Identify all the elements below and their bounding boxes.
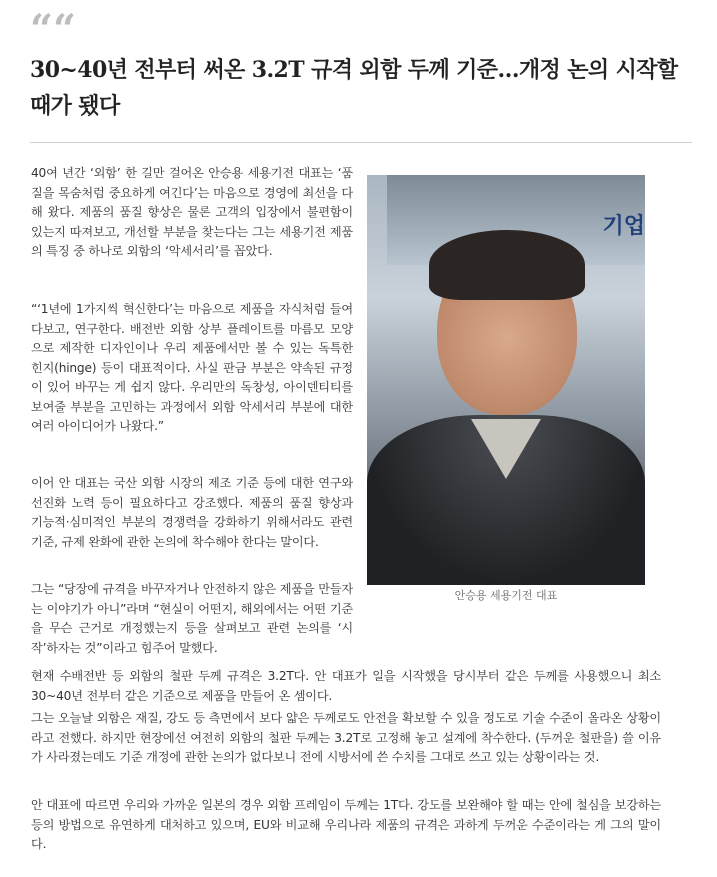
photo-caption: 안승용 세용기전 대표 <box>454 589 558 602</box>
paragraph-7: 안 대표에 따르면 우리와 가까운 일본의 경우 외함 프레임이 두께는 1T다. 강도를 보완해야 할 때는 안에 철심을 보강하는 등의 방법으로 유연하게 대처하고 있으며, EU와 비교해 우리나라 제품의 규격은 과하게 두꺼운 수준이라는 게 그의 말이다. <box>31 798 661 851</box>
paragraph-3: 이어 안 대표는 국산 외함 시장의 제조 기준 등에 대한 연구와 선진화 노력 등이 필요하다고 강조했다. 제품의 품질 향상과 기능적·심미적인 부분의 경쟁력을 강화하기 위해서라도 관련 기준, 규제 완화에 관한 논의에 착수해야 한다는 말이다. <box>31 476 353 549</box>
paragraph-5: 현재 수배전반 등 외함의 철판 두께 규격은 3.2T다. 안 대표가 일을 시작했을 당시부터 같은 두께를 사용했으니 최소 30~40년 전부터 같은 기준으로 제품을 만들어 온 셈이다. <box>31 669 661 703</box>
photo-sign-text: 기업 <box>602 214 645 239</box>
article-headline: 30~40년 전부터 써온 3.2T 규격 외함 두께 기준…개정 논의 시작할 때가 됐다 <box>30 57 678 119</box>
photo-hair <box>429 230 585 300</box>
paragraph-4: 그는 “당장에 규격을 바꾸자거나 안전하지 않은 제품을 만들자는 이야기가 아니”라며 “현실이 어떤지, 해외에서는 어떤 기준을 무슨 근거로 개정했는지 등을 살펴보고 관련 논의를 ‘시작’하자는 것”이라고 힘주어 말했다. <box>31 582 353 655</box>
quote-mark-icon: ““ <box>30 6 77 53</box>
headline-divider <box>30 142 692 143</box>
paragraph-2: “‘1년에 1가지씩 혁신한다’는 마음으로 제품을 자식처럼 들여다보고, 연구한다. 배전반 외함 상부 플레이트를 마름모 모양으로 제작한 디자인이나 우리 제품에서만 볼 수 있는 독특한 힌지(hinge) 등이 대표적이다. 사실 판금 부분은 약속된 규정이 있어 바꾸는 게 쉽지 않다. 우리만의 독창성, 아이덴티티를 보여줄 부분을 고민하는 과정에서 외함 악세서리 부분에 대한 여러 아이디어가 나왔다.” <box>31 302 353 433</box>
paragraph-6: 그는 오늘날 외함은 재질, 강도 등 측면에서 보다 얇은 두께로도 안전을 확보할 수 있을 정도로 기술 수준이 올라온 상황이라고 전했다. 하지만 현장에선 여전히 외함의 철판 두께는 3.2T로 고정해 놓고 설계에 착수한다. (두꺼운 철판을) 쓸 이유가 사라졌는데도 기준 개정에 관한 논의가 없다보니 전에 시방서에 쓴 수치를 그대로 쓰고 있는 상황이라는 것. <box>31 711 661 764</box>
interviewee-photo <box>367 175 645 585</box>
paragraph-1: 40여 년간 ‘외함’ 한 길만 걸어온 안승용 세용기전 대표는 ‘품질을 목숨처럼 중요하게 여긴다’는 마음으로 경영에 최선을 다해 왔다. 제품의 품질 향상은 물론 고객의 입장에서 불편함이 있는지 따져보고, 개선할 부분을 찾는다는 그는 세용기전 제품의 특징 중 하나로 외함의 ‘악세서리’를 꼽았다. <box>31 166 353 258</box>
